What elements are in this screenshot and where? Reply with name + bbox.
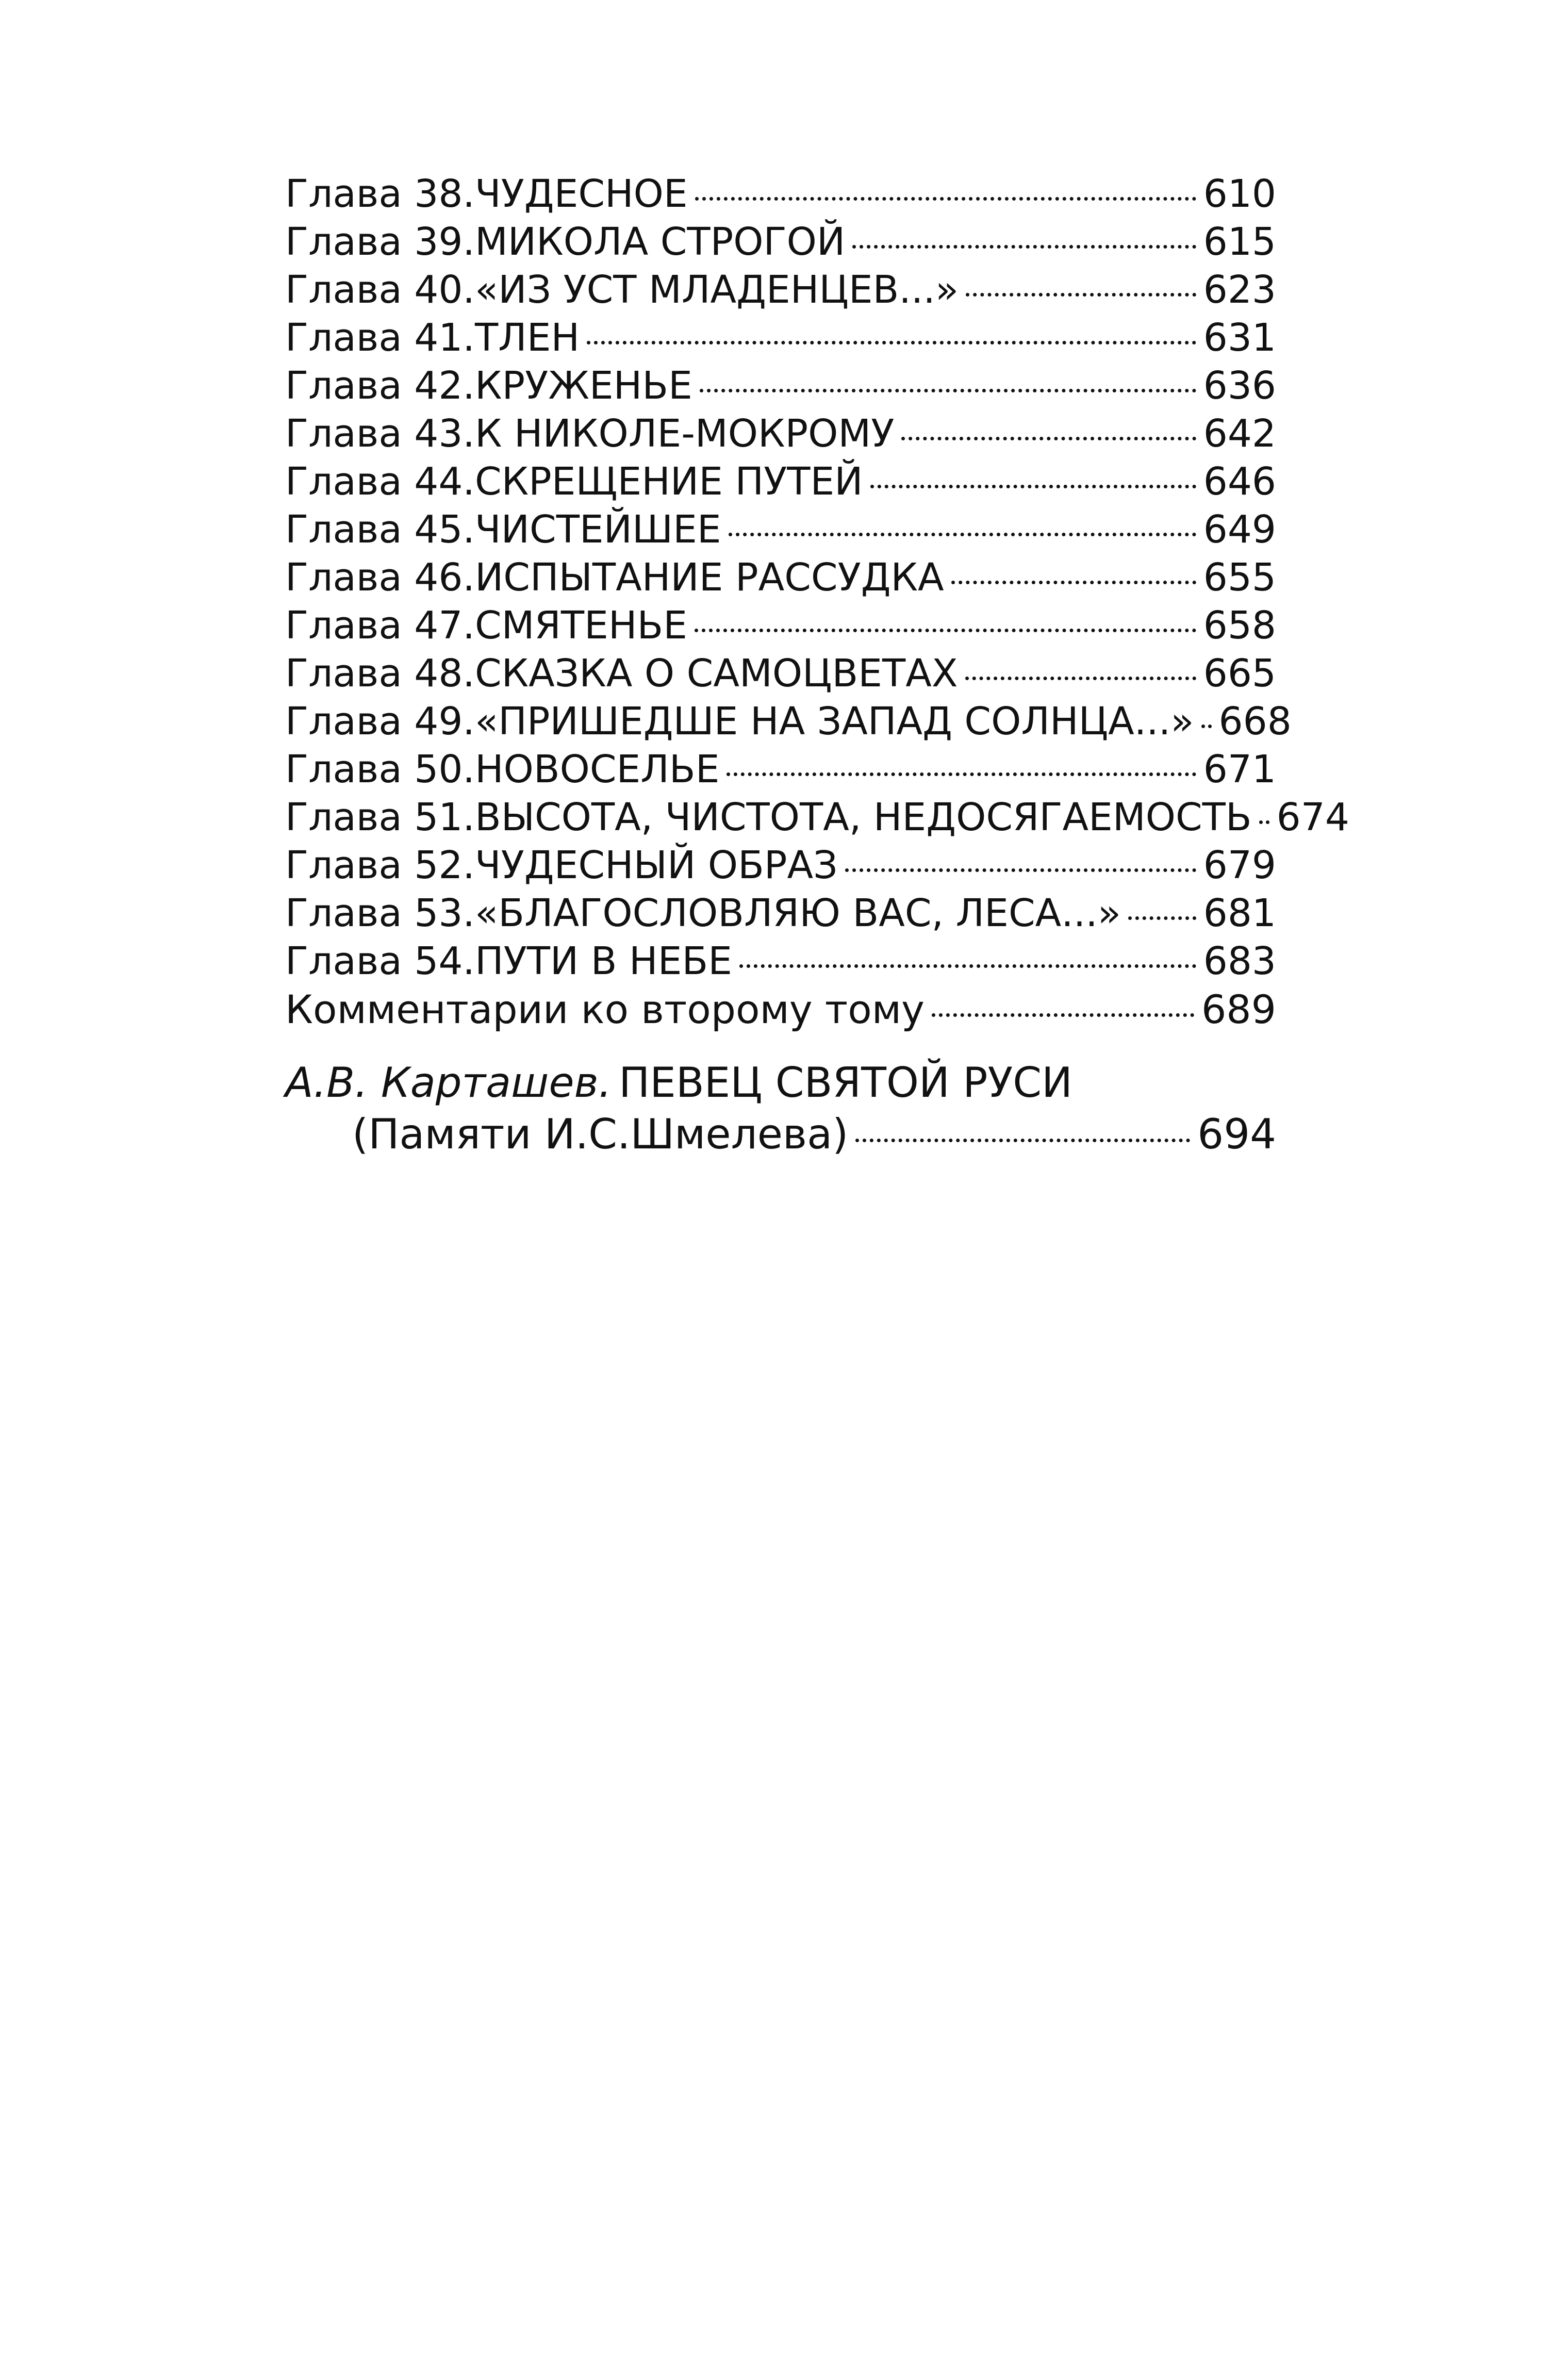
- dot-leader: [951, 581, 1196, 584]
- chapter-title: СМЯТЕНЬЕ: [474, 603, 688, 648]
- table-of-contents: [285, 170, 1349, 1160]
- chapter-page: 623: [1203, 268, 1276, 312]
- chapter-page: 642: [1203, 412, 1276, 456]
- chapter-number: Глава 48.: [285, 651, 475, 696]
- commentary-page: 689: [1201, 986, 1276, 1032]
- chapter-title: НОВОСЕЛЬЕ: [474, 747, 720, 792]
- chapter-number: Глава 44.: [285, 459, 475, 504]
- dot-leader: [695, 197, 1196, 201]
- chapter-number: Глава 54.: [285, 939, 475, 983]
- chapter-page: 671: [1203, 747, 1276, 792]
- toc-entry[interactable]: [285, 937, 1276, 985]
- toc-entry[interactable]: [285, 170, 1276, 218]
- chapter-page: 610: [1203, 172, 1276, 216]
- chapter-number: Глава 43.: [285, 412, 475, 456]
- toc-entry[interactable]: [285, 554, 1276, 602]
- afterword-subtitle: (Памяти И.С.Шмелева): [352, 1110, 849, 1158]
- chapter-title: К НИКОЛЕ-МОКРОМУ: [474, 412, 895, 456]
- chapter-page: 683: [1203, 939, 1276, 983]
- toc-entry[interactable]: [285, 218, 1276, 266]
- toc-entry[interactable]: [285, 698, 1292, 746]
- afterword-heading: [285, 1057, 1276, 1109]
- dot-leader: [1128, 916, 1196, 920]
- toc-entry[interactable]: [285, 410, 1276, 458]
- chapter-page: 658: [1203, 603, 1276, 648]
- chapter-page: 636: [1203, 364, 1276, 408]
- chapter-number: Глава 51.: [285, 795, 475, 840]
- chapter-number: Глава 41.: [285, 316, 475, 360]
- toc-entry[interactable]: [285, 890, 1276, 937]
- chapter-page: 665: [1203, 651, 1276, 696]
- dot-leader: [727, 772, 1196, 776]
- chapter-number: Глава 46.: [285, 555, 475, 600]
- toc-entry[interactable]: [285, 602, 1276, 650]
- chapter-page: 679: [1203, 843, 1276, 887]
- chapter-title: ЧУДЕСНЫЙ ОБРАЗ: [474, 843, 838, 887]
- dot-leader: [966, 293, 1196, 297]
- chapter-number: Глава 42.: [285, 364, 475, 408]
- chapter-page: 631: [1203, 316, 1276, 360]
- chapter-number: Глава 45.: [285, 507, 475, 552]
- chapter-number: Глава 40.: [285, 268, 475, 312]
- chapter-title: СКРЕЩЕНИЕ ПУТЕЙ: [474, 459, 863, 504]
- toc-entry-afterword[interactable]: [285, 1057, 1276, 1160]
- toc-entry[interactable]: [285, 842, 1276, 890]
- dot-leader: [729, 533, 1196, 536]
- chapter-page: 668: [1218, 699, 1292, 744]
- chapter-title: КРУЖЕНЬЕ: [474, 364, 692, 408]
- chapter-title: МИКОЛА СТРОГОЙ: [474, 220, 846, 264]
- chapter-number: Глава 39.: [285, 220, 475, 264]
- afterword-subtitle-line: [285, 1109, 1276, 1160]
- chapter-title: ВЫСОТА, ЧИСТОТА, НЕДОСЯГАЕМОСТЬ: [474, 795, 1252, 840]
- chapter-number: Глава 49.: [285, 699, 475, 744]
- afterword-author: А.В. Карташев.: [285, 1059, 612, 1107]
- toc-entry[interactable]: [285, 506, 1276, 554]
- dot-leader: [1201, 725, 1212, 728]
- chapter-title: «ИЗ УСТ МЛАДЕНЦЕВ...»: [474, 268, 959, 312]
- chapter-title: СКАЗКА О САМОЦВЕТАХ: [474, 651, 958, 696]
- afterword-title: ПЕВЕЦ СВЯТОЙ РУСИ: [619, 1059, 1072, 1107]
- dot-leader: [1259, 820, 1269, 824]
- chapter-title: «БЛАГОСЛОВЛЯЮ ВАС, ЛЕСА...»: [474, 891, 1121, 935]
- toc-entry[interactable]: [285, 314, 1276, 362]
- chapter-page: 681: [1203, 891, 1276, 935]
- dot-leader: [695, 629, 1196, 632]
- chapter-number: Глава 38.: [285, 172, 475, 216]
- dot-leader: [845, 868, 1196, 872]
- chapter-title: ЧУДЕСНОЕ: [474, 172, 688, 216]
- dot-leader: [855, 1139, 1190, 1142]
- commentary-title: Комментарии ко второму тому: [285, 986, 925, 1032]
- dot-leader: [587, 341, 1196, 344]
- chapter-page: 655: [1203, 555, 1276, 600]
- afterword-page: 694: [1197, 1110, 1276, 1158]
- chapter-page: 615: [1203, 220, 1276, 264]
- toc-entry-commentary[interactable]: [285, 985, 1276, 1033]
- toc-entry[interactable]: [285, 794, 1349, 842]
- chapter-number: Глава 53.: [285, 891, 475, 935]
- chapter-title: ТЛЕН: [474, 316, 580, 360]
- dot-leader: [870, 485, 1196, 488]
- chapter-title: «ПРИШЕДШЕ НА ЗАПАД СОЛНЦА...»: [474, 699, 1194, 744]
- dot-leader: [932, 1013, 1194, 1017]
- dot-leader: [901, 437, 1196, 440]
- toc-entry[interactable]: [285, 362, 1276, 410]
- toc-entry[interactable]: [285, 746, 1276, 794]
- dot-leader: [700, 389, 1196, 392]
- chapter-title: ПУТИ В НЕБЕ: [474, 939, 732, 983]
- chapter-title: ЧИСТЕЙШЕЕ: [474, 507, 721, 552]
- chapter-title: ИСПЫТАНИЕ РАССУДКА: [474, 555, 944, 600]
- chapter-list: [285, 170, 1349, 985]
- toc-entry[interactable]: [285, 266, 1276, 314]
- chapter-number: Глава 50.: [285, 747, 475, 792]
- dot-leader: [852, 245, 1196, 249]
- dot-leader: [739, 964, 1196, 968]
- chapter-page: 646: [1203, 459, 1276, 504]
- chapter-page: 649: [1203, 507, 1276, 552]
- chapter-page: 674: [1276, 795, 1349, 840]
- toc-entry[interactable]: [285, 650, 1276, 698]
- chapter-number: Глава 52.: [285, 843, 475, 887]
- toc-entry[interactable]: [285, 458, 1276, 506]
- dot-leader: [965, 677, 1196, 680]
- chapter-number: Глава 47.: [285, 603, 475, 648]
